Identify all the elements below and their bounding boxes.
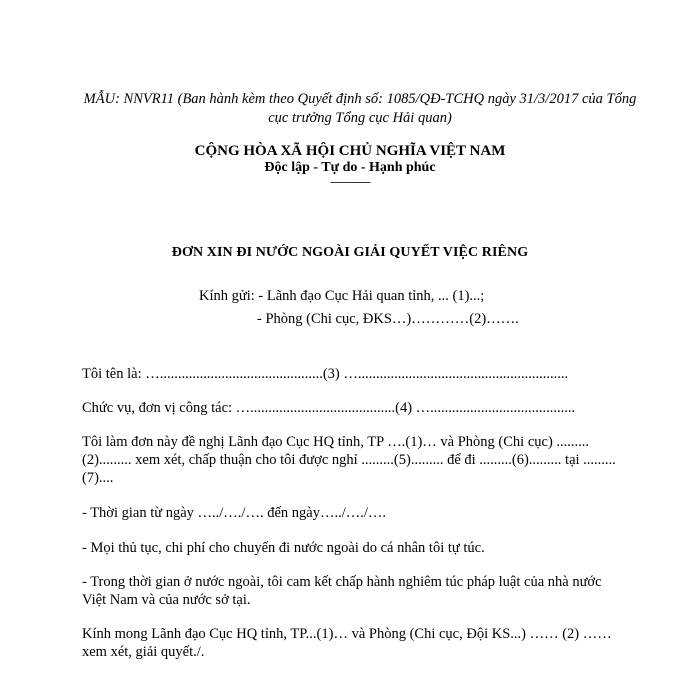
expenses-line: - Mọi thủ tục, chi phí cho chuyến đi nước ngoài do cá nhân tôi tự túc. (82, 540, 485, 556)
recipients-block (199, 285, 519, 331)
position-line: Chức vụ, đơn vị công tác: …........................................(4) …........................................ (82, 400, 576, 416)
national-title: CỘNG HÒA XÃ HỘI CHỦ NGHĨA VIỆT NAM (194, 143, 506, 159)
duration-line: - Thời gian từ ngày …../…./…. đến ngày…../…./…. (82, 505, 387, 521)
motto-divider: --------------- (330, 176, 370, 188)
form-code-note: MẪU: NNVR11 (Ban hành kèm theo Quyết định số: 1085/QĐ-TCHQ ngày 31/3/2017 của Tổng cục trưởng Tổng cục Hải quan) (83, 91, 637, 126)
recipient-line-1: Kính gửi: - Lãnh đạo Cục Hải quan tỉnh, ... (1)...; (199, 288, 485, 304)
national-motto: Độc lập - Tự do - Hạnh phúc (264, 160, 436, 175)
applicant-name-line: Tôi tên là: ….............................................(3) ….......................................................... (82, 366, 569, 382)
closing-paragraph: Kính mong Lãnh đạo Cục HQ tỉnh, TP...(1)… và Phòng (Chi cục, Đội KS...) …… (2) …… xem xét, giải quyết./. (82, 626, 612, 660)
request-paragraph: Tôi làm đơn này đề nghị Lãnh đạo Cục HQ tỉnh, TP ….(1)… và Phòng (Chi cục) ......... (2)......... xem xét, chấp thuận cho tôi được nghỉ .........(5)......... để đi .........(6)......... tại .........(7).... (82, 434, 616, 486)
commitment-paragraph: - Trong thời gian ở nước ngoài, tôi cam kết chấp hành nghiêm túc pháp luật của nhà nước Việt Nam và của nước sở tại. (82, 574, 602, 608)
document-title: ĐƠN XIN ĐI NƯỚC NGOÀI GIẢI QUYẾT VIỆC RIÊNG (171, 245, 529, 260)
recipient-line-2: - Phòng (Chi cục, ĐKS…)…………(2)……. (257, 311, 519, 327)
